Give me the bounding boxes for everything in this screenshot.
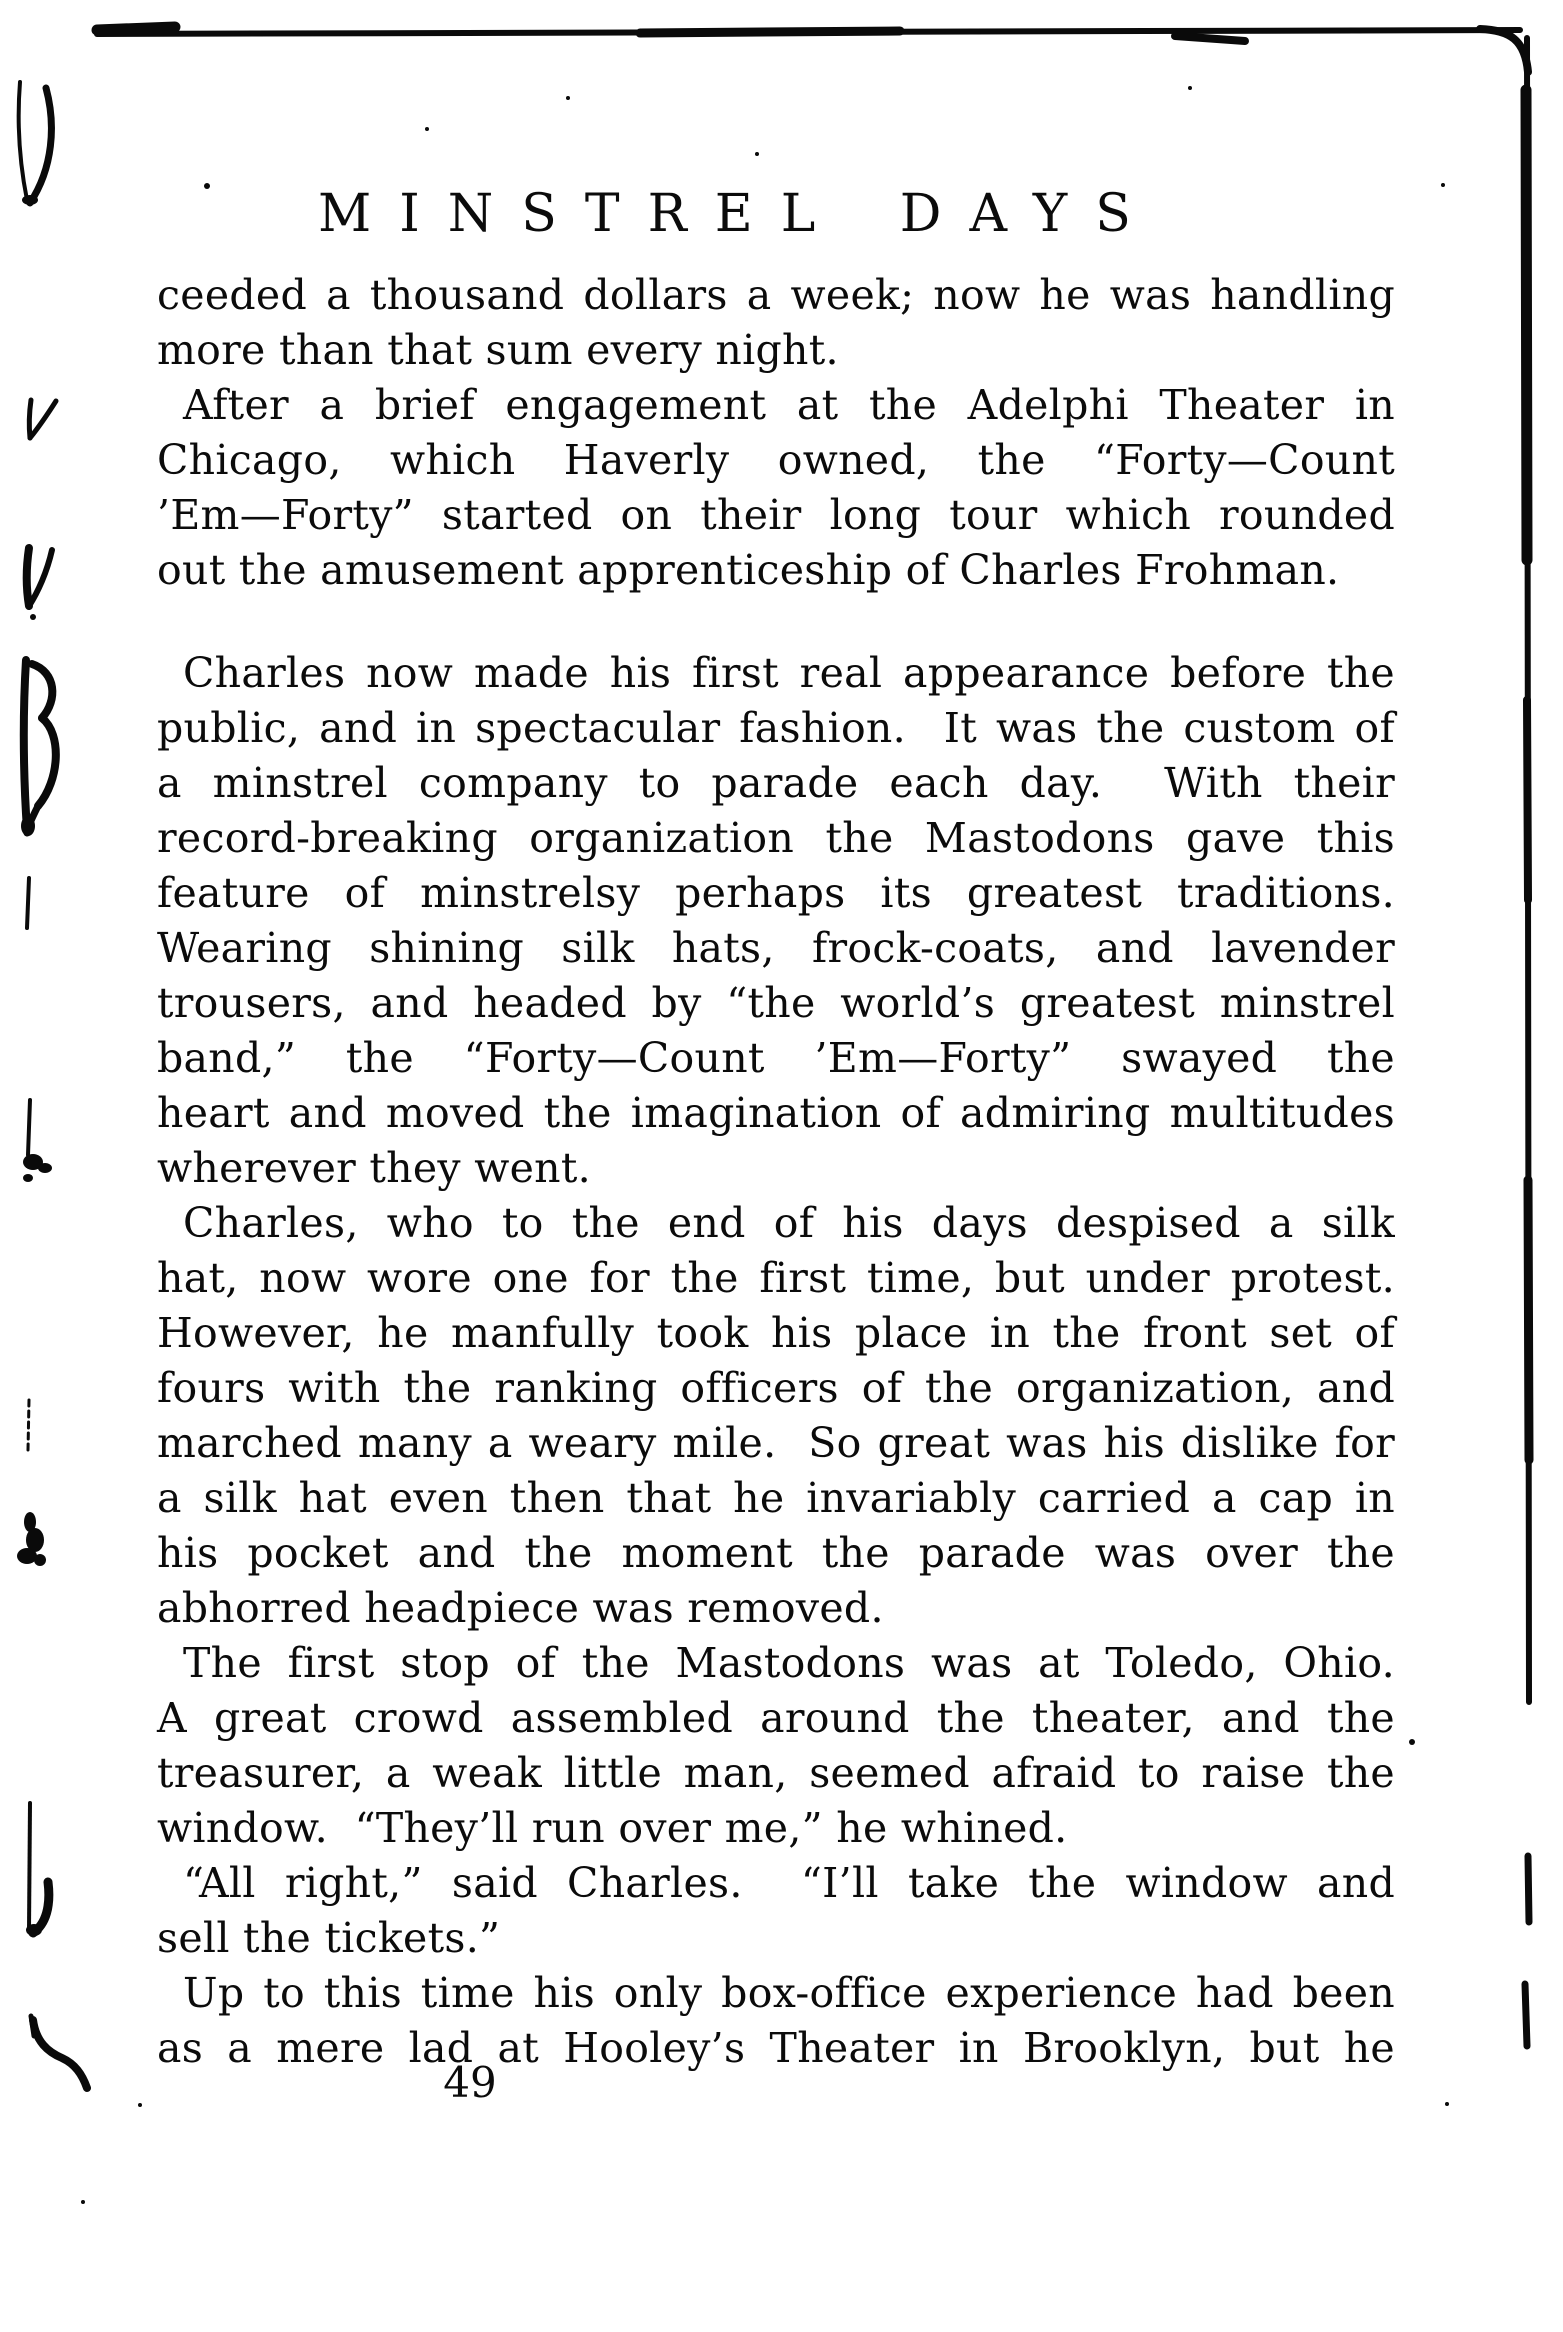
ink-blob-top bbox=[22, 195, 38, 205]
margin-hook-bottom bbox=[33, 1882, 49, 1933]
margin-smudge-hook1-b bbox=[30, 401, 56, 438]
top-edge-line bbox=[97, 30, 1520, 34]
text-line: a minstrel company to parade each day. With their bbox=[157, 759, 1395, 807]
margin-smudge-top-a bbox=[19, 82, 27, 200]
top-right-corner bbox=[1480, 29, 1528, 72]
ink-blob-mid-a bbox=[23, 1154, 43, 1170]
margin-smudge-top-b bbox=[30, 88, 51, 203]
text-line: band,” the “Forty—Count ’Em—Forty” swayed the bbox=[157, 1034, 1395, 1082]
margin-dashes bbox=[28, 1400, 29, 1450]
section-break bbox=[157, 598, 1395, 646]
text-line: window. “They’ll run over me,” he whined. bbox=[157, 1804, 1068, 1852]
text-line: trousers, and headed by “the world’s greatest minstrel bbox=[157, 979, 1395, 1027]
right-edge-segment-2 bbox=[1525, 1984, 1527, 2046]
margin-brace-lower bbox=[38, 718, 56, 806]
ink-blob-brace bbox=[21, 816, 35, 836]
text-line: Wearing shining silk hats, frock-coats, and lavender bbox=[157, 924, 1395, 972]
ink-dot-hook2 bbox=[30, 614, 36, 620]
text-line: ’Em—Forty” started on their long tour which rounded bbox=[157, 491, 1395, 539]
margin-line-2 bbox=[28, 1100, 30, 1155]
margin-swoosh-start bbox=[31, 2016, 34, 2036]
paper-speck-6 bbox=[1441, 183, 1445, 187]
ink-splotch-b bbox=[26, 1528, 44, 1552]
text-line: Charles, who to the end of his days despised a silk bbox=[183, 1199, 1395, 1247]
page-number: 49 bbox=[443, 2058, 497, 2107]
text-line: Chicago, which Haverly owned, the “Forty—Count bbox=[157, 436, 1395, 484]
text-line: However, he manfully took his place in the front set of bbox=[157, 1309, 1395, 1357]
text-line: wherever they went. bbox=[157, 1144, 591, 1192]
text-line: marched many a weary mile. So great was his dislike for bbox=[157, 1419, 1395, 1467]
ink-blob-mid-b bbox=[38, 1163, 52, 1173]
margin-brace-upper bbox=[32, 664, 52, 718]
right-edge-bulge-3 bbox=[1528, 1180, 1529, 1460]
text-line: fours with the ranking officers of the organization, and bbox=[157, 1364, 1395, 1412]
top-edge-bulge-left bbox=[97, 27, 175, 30]
right-edge-bulge-2 bbox=[1527, 700, 1528, 900]
paper-speck-9 bbox=[138, 2103, 142, 2107]
ink-blob-bottom-hook bbox=[26, 1924, 42, 1936]
top-edge-bulge-mid bbox=[640, 31, 900, 33]
text-line: ceeded a thousand dollars a week; now he was handling bbox=[157, 271, 1395, 319]
right-edge-bulge-1 bbox=[1526, 90, 1527, 560]
text-line: hat, now wore one for the first time, but under protest. bbox=[157, 1254, 1395, 1302]
paper-speck-10 bbox=[81, 2200, 85, 2204]
text-line: The first stop of the Mastodons was at Toledo, Ohio. bbox=[183, 1639, 1395, 1687]
ink-splotch-a bbox=[24, 1512, 36, 1532]
text-line: Up to this time his only box-office experience had been bbox=[183, 1969, 1395, 2017]
margin-brace-spine bbox=[24, 660, 27, 830]
margin-smudge-hook1-a bbox=[29, 400, 31, 438]
paper-speck-8 bbox=[1445, 2102, 1449, 2106]
text-line: more than that sum every night. bbox=[157, 326, 839, 374]
ink-splotch-c bbox=[17, 1548, 37, 1564]
margin-stroke-bottom bbox=[29, 1803, 30, 1930]
ink-splotch-d bbox=[34, 1554, 46, 1566]
page-title: MINSTREL DAYS bbox=[318, 184, 1159, 244]
margin-smudge-hook2-a bbox=[27, 548, 29, 606]
paper-speck-4 bbox=[755, 152, 759, 156]
text-line: feature of minstrelsy perhaps its greatest traditions. bbox=[157, 869, 1395, 917]
margin-brace-tail bbox=[27, 806, 38, 833]
paper-speck-3 bbox=[566, 96, 570, 100]
text-line: “All right,” said Charles. “I’ll take the window and bbox=[183, 1859, 1395, 1907]
paper-speck-2 bbox=[425, 127, 429, 131]
margin-smudge-hook2-b bbox=[29, 550, 52, 606]
text-line: A great crowd assembled around the theater, and the bbox=[157, 1694, 1395, 1742]
text-line: sell the tickets.” bbox=[157, 1914, 501, 1962]
margin-line-1 bbox=[27, 878, 29, 928]
text-line: record-breaking organization the Mastodons gave this bbox=[157, 814, 1395, 862]
text-line: abhorred headpiece was removed. bbox=[157, 1584, 884, 1632]
right-edge-segment-1 bbox=[1528, 1856, 1529, 1922]
text-line: out the amusement apprenticeship of Charles Frohman. bbox=[157, 546, 1340, 594]
paper-speck-1 bbox=[204, 183, 210, 189]
paper-speck-7 bbox=[1409, 1739, 1415, 1745]
text-line: a silk hat even then that he invariably carried a cap in bbox=[157, 1474, 1395, 1522]
text-line: Charles now made his first real appearance before the bbox=[183, 649, 1395, 697]
margin-swoosh bbox=[33, 2020, 87, 2088]
text-line: public, and in spectacular fashion. It was the custom of bbox=[157, 704, 1395, 752]
right-edge-line bbox=[1527, 38, 1529, 1702]
top-edge-notch bbox=[1175, 36, 1245, 41]
paper-speck-5 bbox=[1188, 86, 1192, 90]
text-line: as a mere lad at Hooley’s Theater in Brooklyn, but he bbox=[157, 2024, 1395, 2072]
text-line: treasurer, a weak little man, seemed afraid to raise the bbox=[157, 1749, 1395, 1797]
ink-blob-mid-c bbox=[23, 1174, 33, 1182]
text-line: After a brief engagement at the Adelphi Theater in bbox=[183, 381, 1395, 429]
text-line: his pocket and the moment the parade was over the bbox=[157, 1529, 1395, 1577]
text-line: heart and moved the imagination of admiring multitudes bbox=[157, 1089, 1395, 1137]
text-block bbox=[157, 268, 1395, 2076]
